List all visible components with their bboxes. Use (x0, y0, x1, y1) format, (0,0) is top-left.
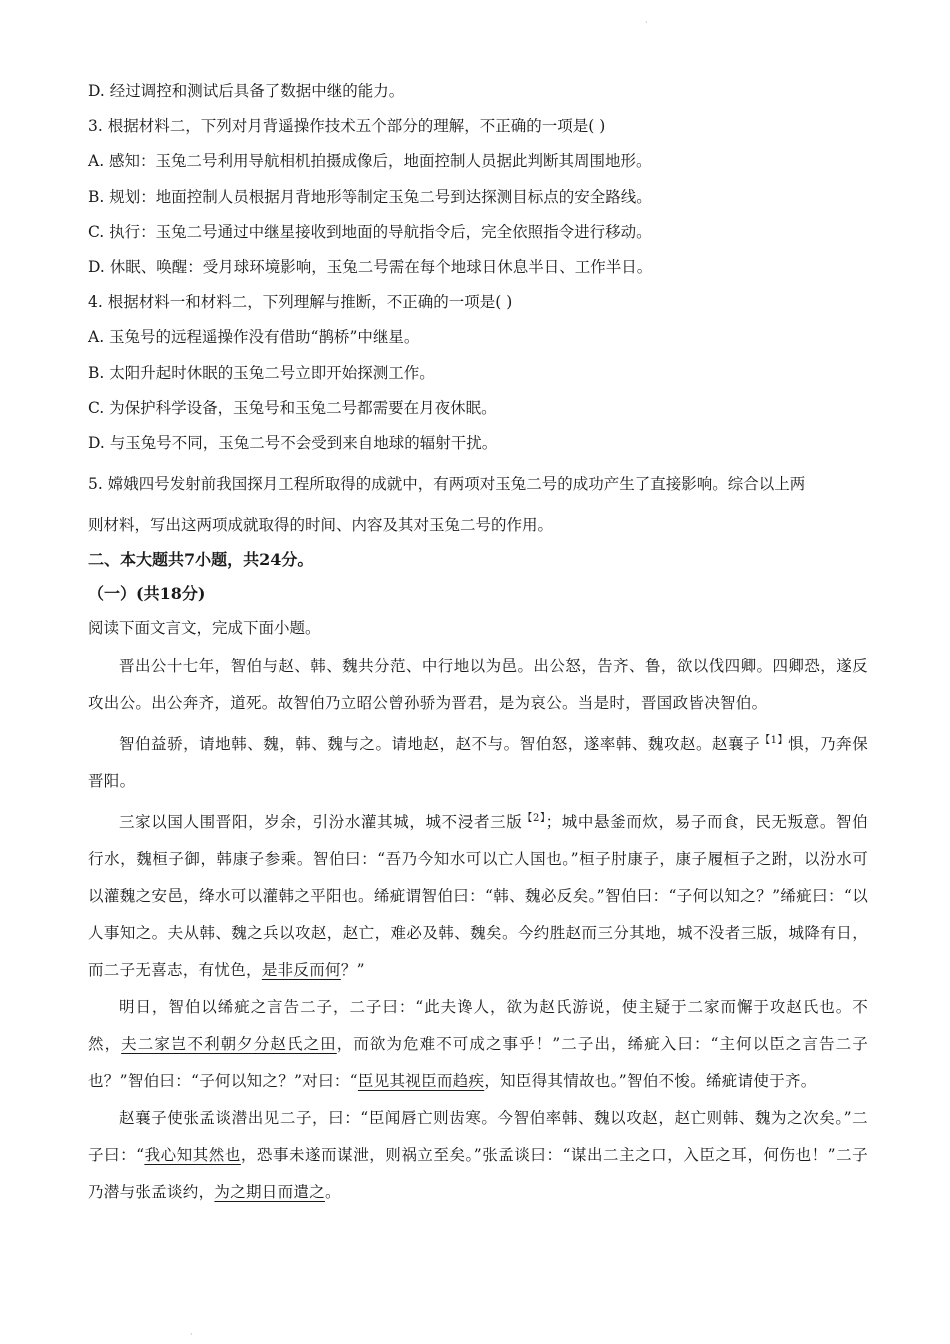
emphasis-dot-char: 以 (804, 850, 821, 869)
underlined-sentence: 为之期日而遣之 (214, 1183, 326, 1202)
q4-stem: 4. 根据材料一和材料二，下列理解与推断，不正确的一项是( ) (88, 293, 513, 312)
q3-option-a: A. 感知：玉兔二号利用导航相机拍摄成像后，地面控制人员据此判断其周围地形。 (88, 152, 652, 171)
underlined-sentence: 是非反而何 (261, 961, 341, 980)
q4-option-a: A. 玉兔号的远程遥操作没有借助“鹊桥”中继星。 (88, 328, 420, 347)
q4-option-b: B. 太阳升起时休眠的玉兔二号立即开始探测工作。 (88, 363, 435, 382)
q5-line-2: 则材料，写出这两项成就取得的时间、内容及其对玉兔二号的作用。 (88, 515, 554, 534)
passage-paragraph-1: 晋出公十七年，智伯与赵、韩、魏共分范、中行地以为邑。出公怒，告齐、鲁，欲以伐四卿。四卿恐，遂反攻出公。出公奔齐，道死。故智伯乃立昭公曾孙骄为晋君，是为哀公。当是时，晋国政皆决智伯。 (88, 657, 868, 713)
passage-paragraph-4: 明日，智伯以𫄨疵之言告二子，二子曰：“此夫谗人，欲为赵氏游说，使主疑于二家而懈于攻赵氏也。不然，夫二家岂不利朝夕分赵氏之田，而欲为危难不可成之事乎！”二子出，𫄨疵入曰：“主何以臣之言告二子也？”智伯曰：“子何以知之？”对曰：“臣见其视臣而趋疾，知臣得其情故也。”智伯不悛。𫄨疵请使于齐。 (88, 998, 869, 1091)
underlined-sentence: 我心知其然也 (144, 1146, 241, 1165)
q2-option-d: D. 经过调控和测试后具备了数据中继的能力。 (88, 82, 405, 100)
top-marker: · (645, 18, 648, 27)
emphasis-dot-char: 以 (752, 1035, 770, 1054)
q3-stem: 3. 根据材料二，下列对月背遥操作技术五个部分的理解，不正确的一项是( ) (88, 117, 606, 136)
part-1-title: （一）(共18分) (88, 584, 206, 604)
passage-paragraph-5: 赵襄子使张孟谈潜出见二子，曰：“臣闻唇亡则齿寒。今智伯率韩、魏以攻赵，赵亡则韩、魏为之次矣。”二子曰：“我心知其然也，恐事未遂而谋泄，则祸立至矣。”张孟谈曰：“谋出二主之口，入臣之耳，何伤也！”二子乃潜与张孟谈约，为之期日而遣之。 (88, 1109, 868, 1202)
underlined-sentence: 夫二家岂不利朝夕分赵氏之田 (121, 1035, 337, 1054)
emphasis-dot-char: 以 (692, 657, 709, 676)
q5-line-1: 5. 嫦娥四号发射前我国探月工程所取得的成就中，有两项对玉兔二号的成功产生了直接影响。综合以上两 (88, 474, 806, 493)
q3-option-b: B. 规划：地面控制人员根据月背地形等制定玉兔二号到达探测目标点的安全路线。 (88, 187, 652, 206)
underlined-sentence: 臣见其视臣而趋疾 (357, 1072, 485, 1091)
reading-instruction: 阅读下面文言文，完成下面小题。 (88, 619, 321, 638)
passage-paragraph-3: 三家以国人围晋阳，岁余，引汾水灌其城，城不浸者三版$^{【2】}$；城中悬釜而炊，易子而食，民无叛意。智伯行水，魏桓子御，韩康子参乘。智伯曰：“吾乃今知水可以亡人国也。”桓子肘康子，康子履桓子之跗，以汾水可以灌魏之安邑，绛水可以灌韩之平阳也。𫄨疵谓智伯曰：“韩、魏必反矣。”智伯曰：“子何以知之？”𫄨疵曰：“以人事知之。夫从韩、魏之兵以攻赵，赵亡，难必及韩、魏矣。今约胜赵而三分其地，城不没者三版，城降有日，而二子无喜志，有忧色，是非反而何？” (88, 813, 869, 980)
passage-paragraph-2: 智伯益骄，请地韩、魏，韩、魏与之。请地赵，赵不与。智伯怒，遂率韩、魏攻赵。赵襄子$^{【1】}$惧，乃奔保晋阳。 (88, 735, 868, 791)
q4-option-c: C. 为保护科学设备，玉兔号和玉兔二号都需要在月夜休眠。 (88, 398, 497, 417)
q3-option-d: D. 休眠、唤醒：受月球环境影响，玉兔二号需在每个地球日休息半日、工作半日。 (88, 257, 653, 276)
section-2-title: 二、本大题共7小题，共24分。 (88, 550, 314, 570)
q4-option-d: D. 与玉兔号不同，玉兔二号不会受到来自地球的辐射干扰。 (88, 433, 498, 452)
bottom-marker: · (190, 1330, 193, 1339)
footnote-ref-2: 【2】 (522, 813, 546, 825)
footnote-ref-1: 【1】 (760, 735, 789, 747)
document-page (88, 80, 868, 1211)
emphasis-dot-char: 喜 (151, 961, 168, 980)
q3-option-c: C. 执行：玉兔二号通过中继星接收到地面的导航指令后，完全依照指令进行移动。 (88, 222, 652, 241)
